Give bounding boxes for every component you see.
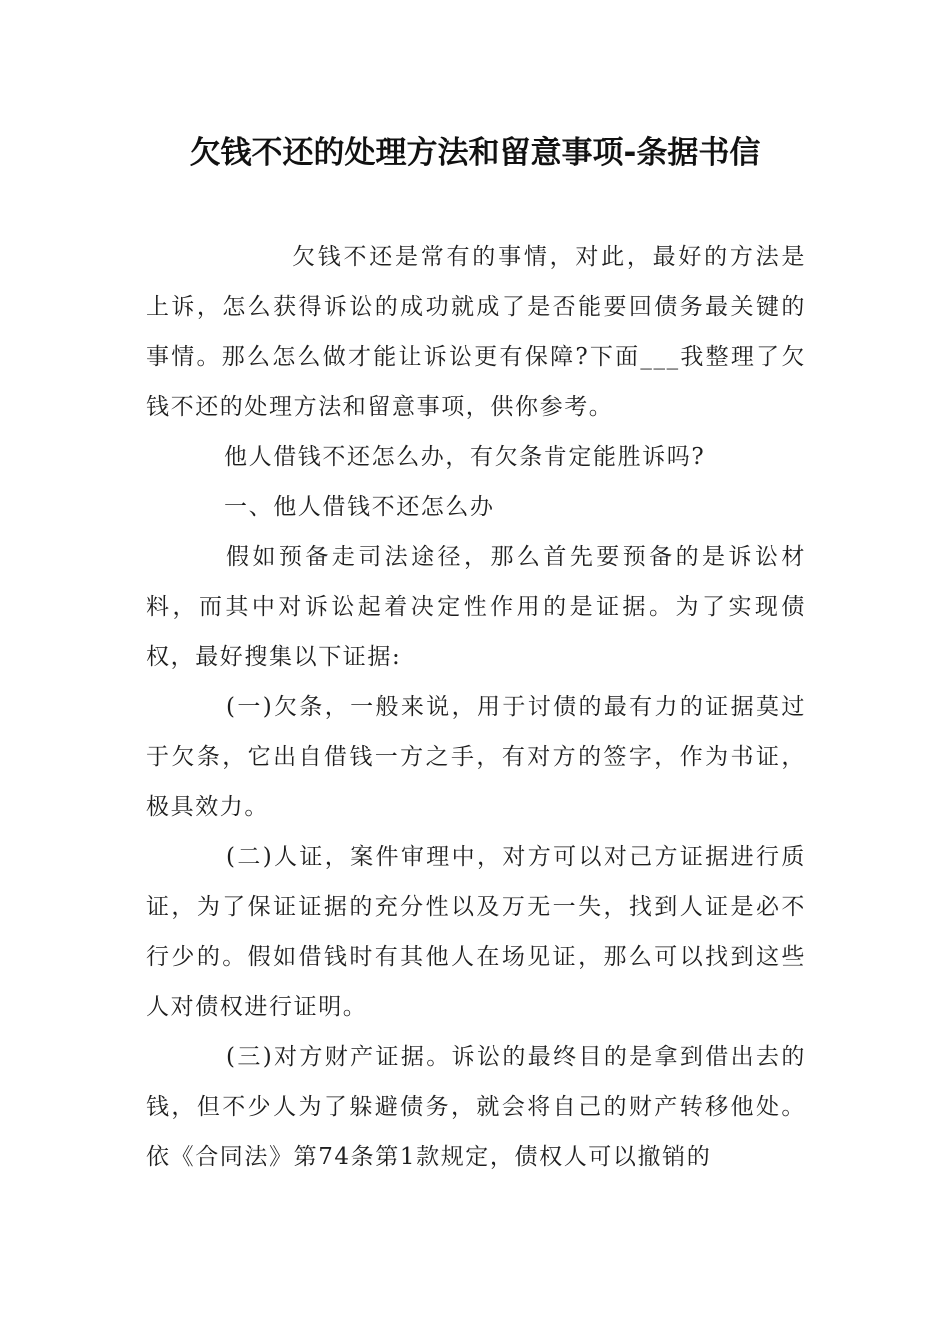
evidence-item-2: (二)人证，案件审理中，对方可以对己方证据进行质证，为了保证证据的充分性以及万无一失，找到人证是必不行少的。假如借钱时有其他人在场见证，那么可以找到这些人对债权进行证明。 [146,844,806,1020]
document-body [146,232,806,1182]
evidence-item-1: (一)欠条，一般来说，用于讨债的最有力的证据莫过于欠条，它出自借钱一方之手，有对方的签字，作为书证，极具效力。 [146,694,806,820]
document-title: 欠钱不还的处理方法和留意事项-条据书信 [189,135,761,171]
evidence-intro-paragraph: 假如预备走司法途径，那么首先要预备的是诉讼材料，而其中对诉讼起着决定性作用的是证据。为了实现债权，最好搜集以下证据: [146,544,806,670]
intro-paragraph: 欠钱不还是常有的事情，对此，最好的方法是上诉，怎么获得诉讼的成功就成了是否能要回债务最关键的事情。那么怎么做才能让诉讼更有保障?下面___我整理了欠钱不还的处理方法和留意事项，供你参考。 [146,244,806,420]
section-heading-1: 一、他人借钱不还怎么办 [224,494,495,520]
evidence-item-3: (三)对方财产证据。诉讼的最终目的是拿到借出去的钱，但不少人为了躲避债务，就会将自己的财产转移他处。依《合同法》第74条第1款规定，债权人可以撤销的 [146,1044,806,1170]
question-heading: 他人借钱不还怎么办，有欠条肯定能胜诉吗? [224,444,706,470]
